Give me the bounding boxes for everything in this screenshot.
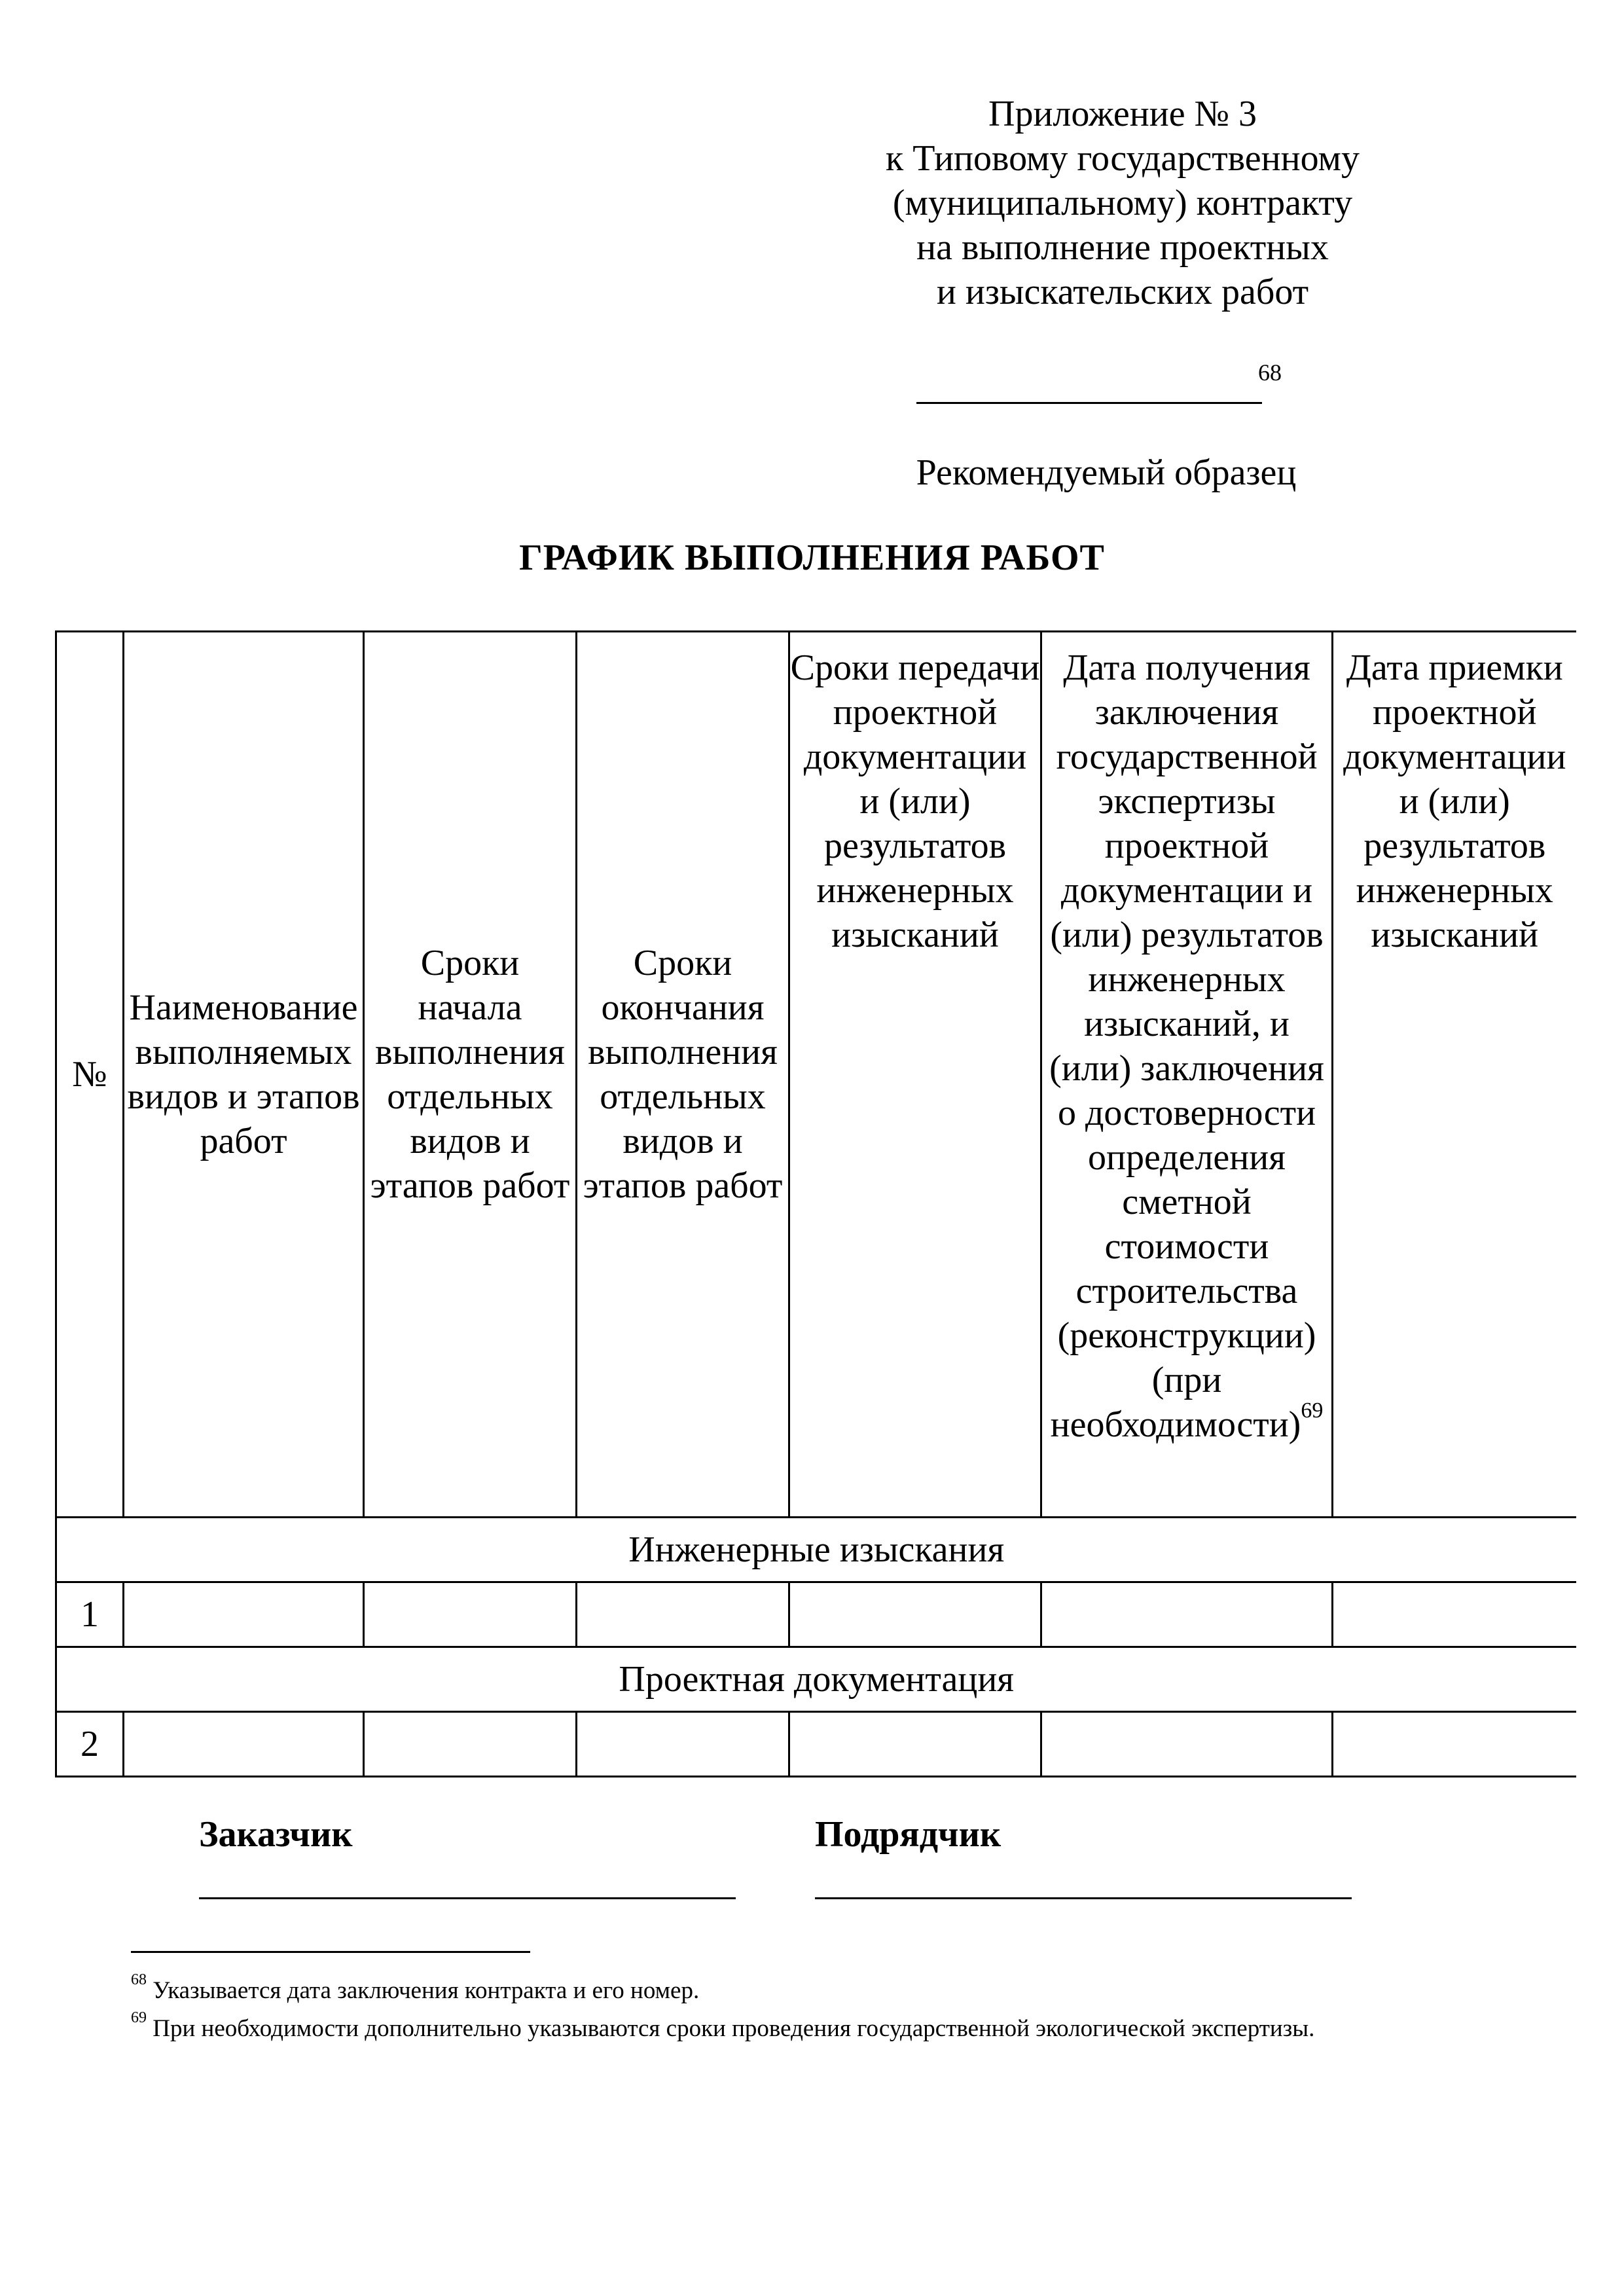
header-end-text: Сроки окончания выполнения отдельных видов и этапов работ	[583, 943, 783, 1206]
footnote-69	[131, 2010, 1440, 2048]
cell-name[interactable]	[124, 1582, 364, 1647]
table-header-row	[56, 632, 1576, 1518]
contractor-label: Подрядчик	[815, 1814, 1001, 1855]
header-end	[577, 632, 789, 1518]
header-transfer-text: Сроки передачи проектной документации и (или) результатов инженерных изысканий	[790, 647, 1040, 955]
header-start	[364, 632, 577, 1518]
contract-date-number-line	[916, 402, 1262, 404]
footnote-68	[131, 1972, 1440, 2010]
row-number: 2	[56, 1712, 124, 1777]
contract-footnote-ref: 68	[1258, 359, 1282, 386]
cell-start[interactable]	[364, 1582, 577, 1647]
header-acceptance-text: Дата приемки проектной документации и (или) результатов инженерных изысканий	[1343, 647, 1566, 955]
header-start-text: Сроки начала выполнения отдельных видов и этапов работ	[370, 943, 570, 1206]
page-title: ГРАФИК ВЫПОЛНЕНИЯ РАБОТ	[519, 538, 1105, 578]
annex-line: на выполнение проектных	[916, 227, 1329, 268]
cell-acceptance[interactable]	[1333, 1712, 1576, 1777]
contractor-signature-line[interactable]	[815, 1897, 1352, 1899]
section-title-surveys: Инженерные изыскания	[56, 1518, 1576, 1582]
cell-transfer[interactable]	[789, 1712, 1041, 1777]
table-row	[56, 1712, 1576, 1777]
annex-line: к Типовому государственному	[886, 138, 1360, 179]
customer-signature-line[interactable]	[199, 1897, 736, 1899]
customer-label: Заказчик	[199, 1814, 353, 1855]
cell-expertise[interactable]	[1041, 1712, 1333, 1777]
header-expertise	[1041, 632, 1333, 1518]
footnote-num: 69	[131, 2009, 147, 2026]
cell-start[interactable]	[364, 1712, 577, 1777]
table-row	[56, 1582, 1576, 1647]
footnotes	[131, 1972, 1440, 2048]
annex-line: (муниципальному) контракту	[892, 183, 1353, 223]
cell-transfer[interactable]	[789, 1582, 1041, 1647]
expertise-footnote-ref: 69	[1301, 1398, 1324, 1423]
sample-label: Рекомендуемый образец	[916, 452, 1297, 493]
footnote-text: При необходимости дополнительно указываются сроки проведения государственной экологической экспертизы.	[153, 2015, 1315, 2042]
annex-line: Приложение № 3	[988, 94, 1257, 134]
header-expertise-text: Дата получения заключения государственной экспертизы проектной документации и (или) результатов инженерных изысканий, и (или) заключения о достоверности определения сметной стоимости строительства (реконструкции) (при необходимости)	[1049, 647, 1324, 1445]
cell-expertise[interactable]	[1041, 1582, 1333, 1647]
footnote-text: Указывается дата заключения контракта и его номер.	[153, 1977, 700, 2004]
cell-end[interactable]	[577, 1712, 789, 1777]
footnote-separator	[131, 1951, 530, 1953]
section-row	[56, 1647, 1576, 1712]
annex-line: и изыскательских работ	[936, 272, 1309, 312]
section-row	[56, 1518, 1576, 1582]
row-number: 1	[56, 1582, 124, 1647]
header-name	[124, 632, 364, 1518]
footnote-num: 68	[131, 1971, 147, 1988]
cell-name[interactable]	[124, 1712, 364, 1777]
header-name-text: Наименование выполняемых видов и этапов работ	[127, 987, 360, 1161]
header-num: №	[56, 632, 124, 1518]
section-title-design: Проектная документация	[56, 1647, 1576, 1712]
header-acceptance	[1333, 632, 1576, 1518]
cell-end[interactable]	[577, 1582, 789, 1647]
header-transfer	[789, 632, 1041, 1518]
cell-acceptance[interactable]	[1333, 1582, 1576, 1647]
annex-header	[818, 92, 1427, 314]
schedule-table	[55, 630, 1576, 1777]
